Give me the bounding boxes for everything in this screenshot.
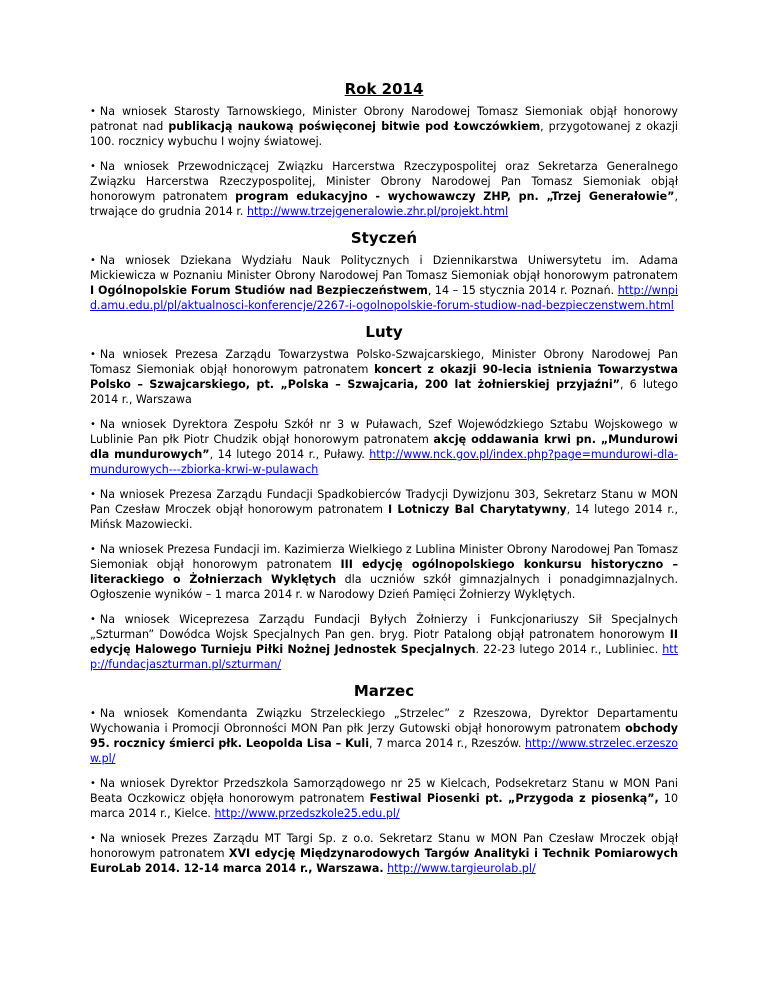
entry-text: Na wniosek Prezesa Zarządu Fundacji Spadkobierców Tradycji Dywizjonu 303, Sekretarz Stanu w MON Pan Czesław Mroczek objął honorowym patronatem [90,488,678,516]
entry-text: Na wniosek Przewodniczącej Związku Harcerstwa Rzeczypospolitej oraz Sekretarza Generalnego Związku Harcerstwa Rzeczypospolitej, Minister Obrony Narodowej Pan Tomasz Siemoniak objął honorowym patronatem [90,160,678,203]
entry-text: , przygotowanej z okazji 100. rocznicy wybuchu I wojny światowej. [90,120,679,148]
section-heading: Marzec [353,682,415,700]
entry-text: Na wniosek Dyrektor Przedszkola Samorządowego nr 25 w Kielcach, Podsekretarz Stanu w MON Pani Beata Oczkowicz objęła honorowym patronatem [90,777,678,805]
bullet-icon: • [90,489,96,500]
entry-link[interactable]: http://wnpid.amu.edu.pl/pl/aktualnosci-konferencje/2267-i-ogolnopolskie-forum-studiow-nad-bezpieczenstwem.html [90,284,678,312]
section-heading: Rok 2014 [344,80,424,98]
entry-bold-text: III edycję ogólnopolskiego konkursu historyczno – literackiego o Żołnierzach Wyklętych [90,558,678,586]
entry-text: Na wniosek Komendanta Związku Strzeleckiego „Strzelec” z Rzeszowa, Dyrektor Departamentu Wychowania i Promocji Obronności MON Pan płk Jerzy Gutowski objął honorowym patronatem [90,707,678,735]
entry-bold-text: koncert z okazji 90-lecia istnienia Towarzystwa Polsko – Szwajcarskiego, pt. „Polska – Szwajcaria, 200 lat żołnierskiej przyjaźni” [90,363,678,391]
bullet-icon: • [90,708,96,719]
section-heading: Luty [365,323,403,341]
bullet-icon: • [90,419,96,430]
patronage-entry [90,706,678,766]
entry-bold-text: XVI edycję Międzynarodowych Targów Analityki i Technik Pomiarowych EuroLab 2014. [90,847,678,875]
bullet-icon: • [90,106,96,117]
patronage-entry [90,612,678,672]
entry-text: Na wniosek Prezesa Fundacji im. Kazimierza Wielkiego z Lublina Minister Obrony Narodowej Pan Tomasz Siemoniak objął honorowym patronatem [90,543,678,571]
bullet-icon: • [90,349,96,360]
patronage-entry [90,347,678,407]
entry-bold-text: I Lotniczy Bal Charytatywny [387,503,567,516]
patronage-entry [90,159,678,219]
entry-bold-text: obchody 95. rocznicy śmierci płk. Leopolda Lisa – Kuli [90,722,678,750]
section-heading: Styczeń [350,229,418,247]
entry-link[interactable]: http://www.strzelec.erzeszow.pl/ [90,737,679,765]
entry-bold-text: 12-14 marca 2014 r., Warszawa. [183,862,384,875]
entry-link[interactable]: http://www.przedszkole25.edu.pl/ [214,807,400,820]
patronage-entry [90,417,678,477]
bullet-icon: • [90,614,96,625]
entry-bold-text: publikacją naukową poświęconej bitwie pod Łowczówkiem [168,120,541,133]
bullet-icon: • [90,161,96,172]
patronage-entry [90,487,678,532]
bullet-icon: • [90,255,96,266]
entry-link[interactable]: http://www.trzejgeneralowie.zhr.pl/projekt.html [246,205,509,218]
patronage-entry [90,104,678,149]
entry-text: , 14 – 15 stycznia 2014 r. Poznań. [427,284,618,297]
entry-text: Na wniosek Prezes Zarządu MT Targi Sp. z o.o. Sekretarz Stanu w MON Pan Czesław Mroczek objął honorowym patronatem [90,832,678,860]
entry-text: dla uczniów szkół gimnazjalnych i ponadgimnazjalnych. Ogłoszenie wyników – 1 marca 2014 r. w Narodowy Dzień Pamięci Żołnierzy Wyklętych. [90,573,678,601]
document-page [90,80,678,886]
entry-bold-text: program edukacyjno - wychowawczy ZHP, pn. „Trzej Generałowie” [235,190,675,203]
entry-bold-text: I Ogólnopolskie Forum Studiów nad Bezpieczeństwem [90,284,428,297]
entry-bold-text: II edycję Halowego Turnieju Piłki Nożnej Jednostek Specjalnych [90,628,678,656]
entry-text: , 14 lutego 2014 r., Mińsk Mazowiecki. [90,503,678,531]
entry-text: Na wniosek Wiceprezesa Zarządu Fundacji Byłych Żołnierzy i Funkcjonariuszy Sił Specjalnych „Szturman” Dowódca Wojsk Specjalnych Pan gen. bryg. Piotr Patalong objął patronatem honorowym [90,613,678,641]
entry-text: Na wniosek Dyrektora Zespołu Szkół nr 3 w Puławach, Szef Wojewódzkiego Sztabu Wojskowego w Lublinie Pan płk Piotr Chudzik objął honorowym patronatem [90,418,678,446]
bullet-icon: • [90,778,96,789]
patronage-entry [90,542,678,602]
entry-text: , trwające do grudnia 2014 r. [90,190,678,218]
entry-text: Na wniosek Dziekana Wydziału Nauk Politycznych i Dziennikarstwa Uniwersytetu im. Adama Mickiewicza w Poznaniu Minister Obrony Narodowej Pan Tomasz Siemoniak objął honorowym patronatem [90,254,678,282]
patronage-entry [90,776,678,821]
entry-text: 10 marca 2014 r., Kielce. [90,792,679,820]
entry-text: Na wniosek Starosty Tarnowskiego, Minister Obrony Narodowej Tomasz Siemoniak objął honorowy patronat nad [90,105,678,133]
patronage-entry [90,831,678,876]
bullet-icon: • [90,833,96,844]
entry-text: , 14 lutego 2014 r., Puławy. [209,448,370,461]
entry-text: , 7 marca 2014 r., Rzeszów. [369,737,525,750]
entry-bold-text: Festiwal Piosenki pt. „Przygoda z piosenką”, [369,792,659,805]
bullet-icon: • [90,544,96,555]
entry-link[interactable]: http://fundacjaszturman.pl/szturman/ [90,643,678,671]
entry-text: Na wniosek Prezesa Zarządu Towarzystwa Polsko-Szwajcarskiego, Minister Obrony Narodowej Pan Tomasz Siemoniak objął honorowym patronatem [90,348,678,376]
entry-text: . 22-23 lutego 2014 r., Lubliniec. [475,643,663,656]
entry-link[interactable]: http://www.targieurolab.pl/ [387,862,536,875]
entry-link[interactable]: http://www.nck.gov.pl/index.php?page=mundurowi-dla-mundurowych---zbiorka-krwi-w-pulawach [90,448,679,476]
patronage-entry [90,253,678,313]
entry-text: , 6 lutego 2014 r., Warszawa [90,378,678,406]
entry-bold-text: akcję oddawania krwi pn. „Mundurowi dla mundurowych” [90,433,678,461]
